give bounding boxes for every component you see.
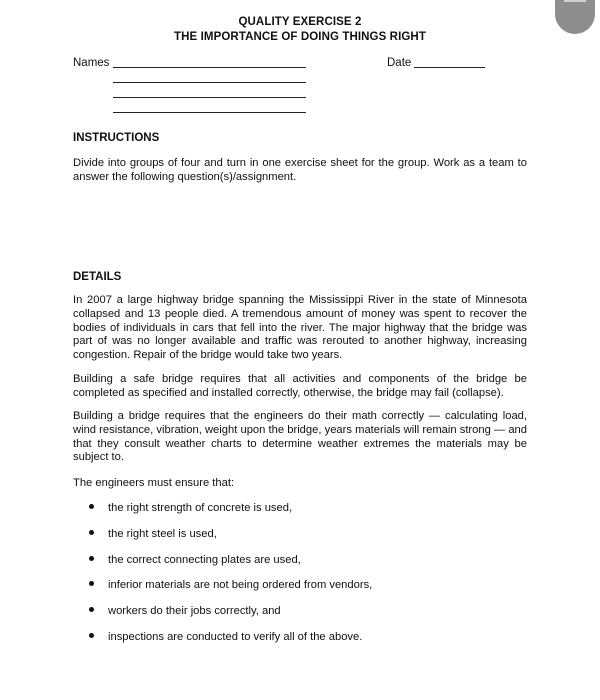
bullet-icon bbox=[89, 633, 94, 638]
instructions-heading: INSTRUCTIONS bbox=[73, 132, 160, 144]
details-paragraph-4: The engineers must ensure that: bbox=[73, 477, 235, 489]
bullet-icon bbox=[89, 607, 94, 612]
bullet-icon bbox=[89, 530, 94, 535]
list-item-text: workers do their jobs correctly, and bbox=[108, 605, 281, 618]
list-item-text: inferior materials are not being ordered from vendors, bbox=[108, 579, 373, 592]
instructions-text: Divide into groups of four and turn in one exercise sheet for the group. Work as a team to answer the following question(s)/assignment. bbox=[73, 157, 527, 183]
names-line-4[interactable] bbox=[113, 112, 306, 113]
list-item-text: inspections are conducted to verify all of the above. bbox=[108, 630, 363, 643]
bullet-icon bbox=[89, 556, 94, 561]
bullet-icon bbox=[89, 504, 94, 509]
details-paragraph-1: In 2007 a large highway bridge spanning the Mississippi River in the state of Minnesota collapsed and 13 people died. A tremendous amount of money was spent to recover the bodies of individuals in cars that fell into the river. The major highway that the bridge was part of was no longer available and traffic was rerouted to another highway, increasing congestion. Repair of the bridge would take two years. bbox=[73, 294, 527, 362]
bullet-icon bbox=[89, 581, 94, 586]
details-paragraph-3: Building a bridge requires that the engineers do their math correctly — calculating load, wind resistance, vibration, weight upon the bridge, years materials will remain strong — and that they consult weather charts to determine weather extremes the materials may be subject to. bbox=[73, 410, 527, 464]
list-item-text: the right strength of concrete is used, bbox=[108, 502, 293, 514]
details-heading: DETAILS bbox=[73, 271, 122, 283]
details-paragraph-2: Building a safe bridge requires that all activities and components of the bridge be completed as specified and installed correctly, otherwise, the bridge may fail (collapse). bbox=[73, 373, 527, 399]
names-line-3[interactable] bbox=[113, 97, 306, 98]
list-item-text: the correct connecting plates are used, bbox=[108, 553, 301, 566]
page-title: QUALITY EXERCISE 2 bbox=[238, 16, 362, 28]
minus-icon bbox=[564, 0, 586, 2]
names-line-1[interactable] bbox=[113, 67, 306, 68]
list-item-text: the right steel is used, bbox=[108, 527, 217, 540]
names-line-2[interactable] bbox=[113, 82, 306, 83]
date-label: Date bbox=[387, 57, 412, 69]
names-label: Names bbox=[73, 57, 110, 69]
page-subtitle: THE IMPORTANCE OF DOING THINGS RIGHT bbox=[174, 31, 426, 43]
date-line[interactable] bbox=[414, 67, 485, 68]
